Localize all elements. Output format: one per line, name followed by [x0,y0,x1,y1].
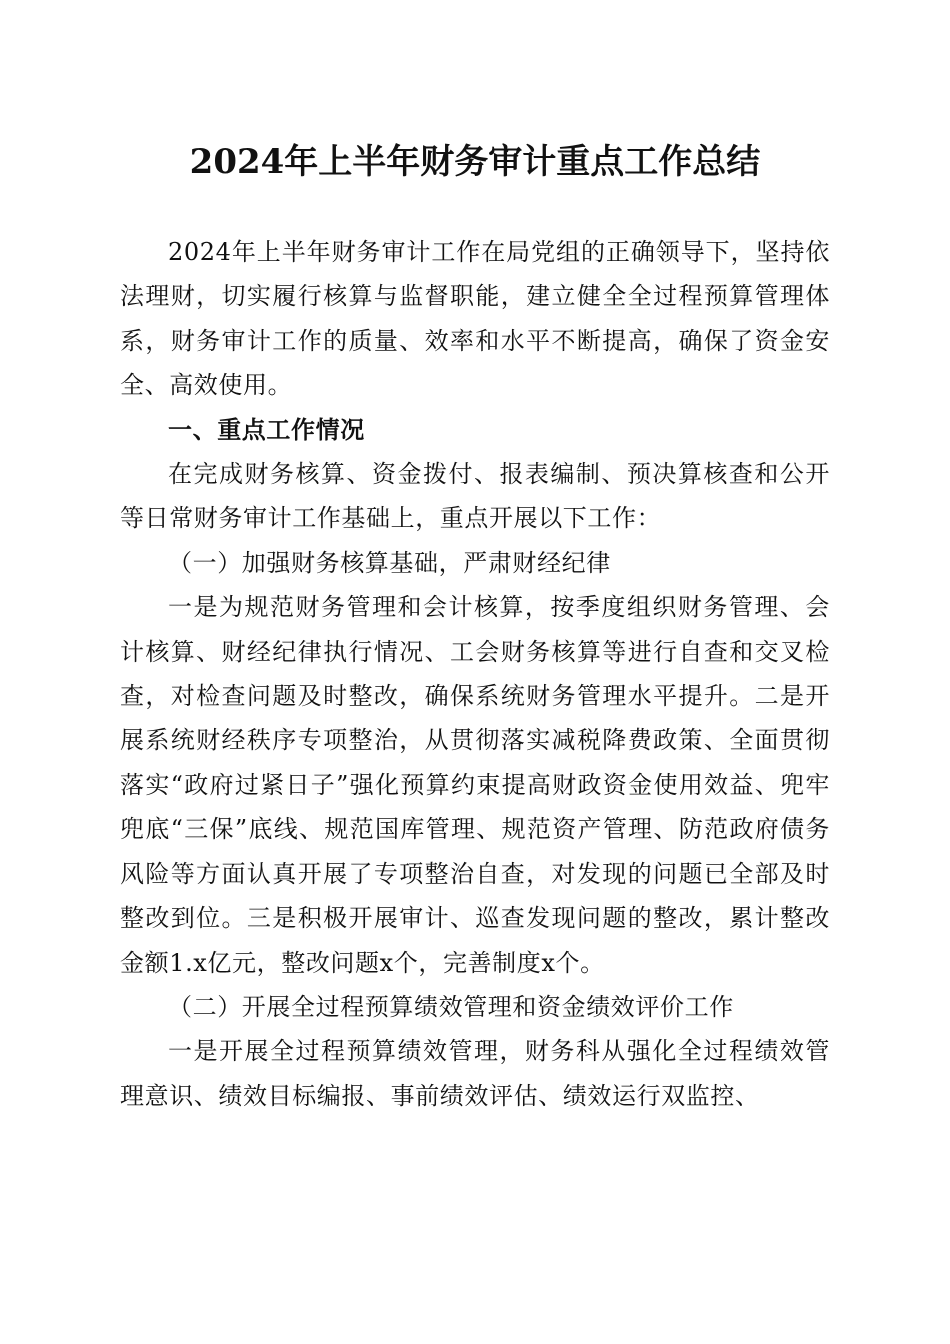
document-body [120,230,830,1118]
paragraph-subsection-1: 一是为规范财务管理和会计核算，按季度组织财务管理、会计核算、财经纪律执行情况、工会财务核算等进行自查和交叉检查，对检查问题及时整改，确保系统财务管理水平提升。二是开展系统财经秩序专项整治，从贯彻落实减税降费政策、全面贯彻落实“政府过紧日子”强化预算约束提高财政资金使用效益、兜牢兜底“三保”底线、规范国库管理、规范资产管理、防范政府债务风险等方面认真开展了专项整治自查，对发现的问题已全部及时整改到位。三是积极开展审计、巡查发现问题的整改，累计整改金额1.x亿元，整改问题x个，完善制度x个。 [120,593,830,977]
document-title: 2024年上半年财务审计重点工作总结 [189,142,761,182]
subsection-heading-2: （二）开展全过程预算绩效管理和资金绩效评价工作 [168,992,734,1021]
intro-paragraph: 2024年上半年财务审计工作在局党组的正确领导下，坚持依法理财，切实履行核算与监督职能，建立健全全过程预算管理体系，财务审计工作的质量、效率和水平不断提高，确保了资金安全、高效使用。 [120,238,830,400]
subsection-heading-1: （一）加强财务核算基础，严肃财经纪律 [168,548,611,577]
paragraph-subsection-2: 一是开展全过程预算绩效管理，财务科从强化全过程绩效管理意识、绩效目标编报、事前绩效评估、绩效运行双监控、 [120,1037,830,1110]
paragraph-daily-work: 在完成财务核算、资金拨付、报表编制、预决算核查和公开等日常财务审计工作基础上，重点开展以下工作： [120,460,830,533]
section-heading-key-work: 一、重点工作情况 [168,414,365,444]
